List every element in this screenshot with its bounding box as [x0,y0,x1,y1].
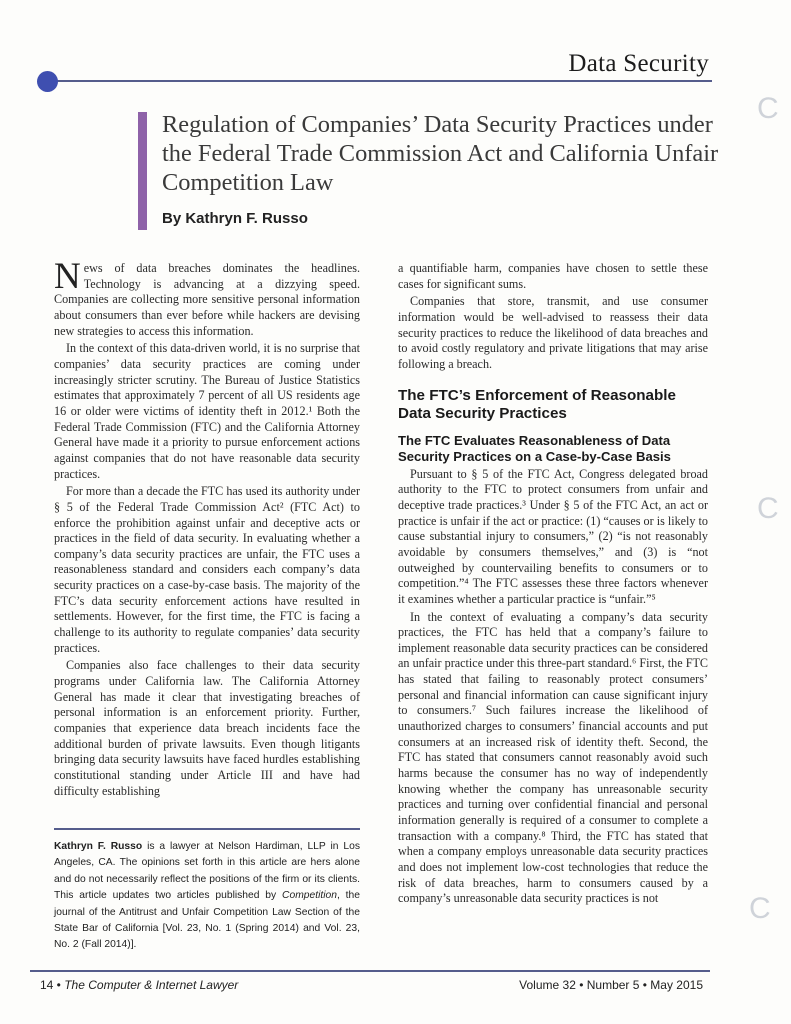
right-column [398,261,708,909]
binder-hole-mark: C [757,492,779,525]
author-name: Kathryn F. Russo [54,841,143,852]
binder-hole-mark: C [757,92,779,125]
body-paragraph: Companies also face challenges to their data security programs under California law. The California Attorney General has made it clear that investigating breaches of personal information is an enforcement priority. Further, companies that experience data breach incidents face the additional burden of private lawsuits. Even though litigants bringing data security lawsuits have faced hurdles establishing constitutional standing under Article III and have had difficulty establishing [54,658,360,798]
issue-info: Volume 32 • Number 5 • May 2015 [519,978,703,992]
journal-name: Competition [282,890,337,902]
paragraph-text: ews of data breaches dominates the headlines. Technology is advancing at a dizzying speed. Companies are collecting more sensitive personal information about consumers than ever before while hackers are devising new strategies to access this information. [54,261,360,338]
left-column [54,256,360,801]
section-heading: The FTC’s Enforcement of Reasonable Data Security Practices [398,386,676,422]
section-title: Data Security [568,50,709,77]
footer-left [40,978,238,992]
body-paragraph: In the context of this data-driven world, it is no surprise that companies’ data security practices are coming under increasingly stricter scrutiny. The Bureau of Justice Statistics estimates that approximately 7 percent of all US residents age 16 or older were victims of identity theft in 2012.¹ Both the Federal Trade Commission (FTC) and the California Attorney General have made it a priority to pursue enforcement actions against companies that do not have reasonable data security practices. [54,341,360,481]
subsection-heading: The FTC Evaluates Reasonableness of Data Security Practices on a Case-by-Case Basis [398,432,671,464]
author-note [54,839,360,954]
body-paragraph: Companies that store, transmit, and use consumer information would be well-advised to reassess their data security practices to reduce the likelihood of data breaches and to avoid costly regulatory and private litigations that may arise following a breach. [398,294,708,371]
body-paragraph: In the context of evaluating a company’s data security practices, the FTC has held that a company’s failure to implement reasonable data security practices can be considered an unfair practice under this three-part standard.⁶ First, the FTC has stated that failing to reasonably protect consumers’ personal and financial information can cause significant injury to consumers.⁷ Such failures increase the likelihood of unauthorized charges to consumers’ financial accounts and put consumers at an increased risk of identity theft. Second, the FTC has stated that consumers cannot reasonably avoid such harms because the consumer has no way of independently knowing whether the company has unreasonable security practices and turning over confidential financial and personal information generally is required of a consumer to complete a transaction with a company.⁸ Third, the FTC has stated that when a company employs unreasonable data security practices and does not implement low-cost technologies that reduce the risk of data breaches, harm to consumers caused by a company’s unreasonable data security practices is not [398,609,708,906]
drop-cap: N [54,256,81,297]
page-number: 14 • [40,978,65,992]
author-note-rule [54,828,360,830]
author-note-text: is a lawyer at Nelson Hardiman, LLP in Los Angeles, CA. The opinions set forth in this article are hers alone and do not necessarily reflect the positions of the firm or its clients. This article updates two articles published by [54,841,360,902]
article-title: Regulation of Companies’ Data Security Practices under the Federal Trade Commission Act and California Unfair Competition Law [162,111,719,196]
title-accent-bar [138,112,147,230]
body-paragraph: Pursuant to § 5 of the FTC Act, Congress delegated broad authority to the FTC to protect consumers from unfair and deceptive trade practices.³ Under § 5 of the FTC Act, an act or practice is unfair if the act or practice: (1) “causes or is likely to cause substantial injury to consumers,” (2) “is not reasonably avoidable by consumers themselves,” and (3) is “not outweighed by countervailing benefits to consumers or to competition.”⁴ The FTC assesses these three factors whenever it examines whether a particular practice is “unfair.”⁵ [398,466,708,606]
binder-hole-mark: C [749,892,771,925]
byline: By Kathryn F. Russo [162,210,308,227]
publication-name: The Computer & Internet Lawyer [64,978,239,992]
author-note-text-2: , the journal of the Antitrust and Unfair Competition Law Section of the State Bar of California [Vol. 23, No. 1 (Spring 2014) and Vol. 23, No. 2 (Fall 2014)]. [54,890,360,951]
footer-rule [30,970,710,972]
body-paragraph: For more than a decade the FTC has used its authority under § 5 of the Federal Trade Commission Act² (FTC Act) to enforce the prohibition against unfair and deceptive acts or practices in the field of data security. In evaluating whether a company’s data security practices are unfair, the FTC uses a reasonableness standard and considers each company’s data security practices on a case-by-case basis. The majority of the FTC’s data security enforcement actions have resulted in settlements. However, for the first time, the FTC is facing a challenge to its authority to regulate companies’ data security practices. [54,484,360,655]
header-rule [52,80,712,82]
body-paragraph [54,256,360,339]
header-dot-ornament [37,71,58,92]
body-paragraph: a quantifiable harm, companies have chosen to settle these cases for significant sums. [398,261,708,291]
